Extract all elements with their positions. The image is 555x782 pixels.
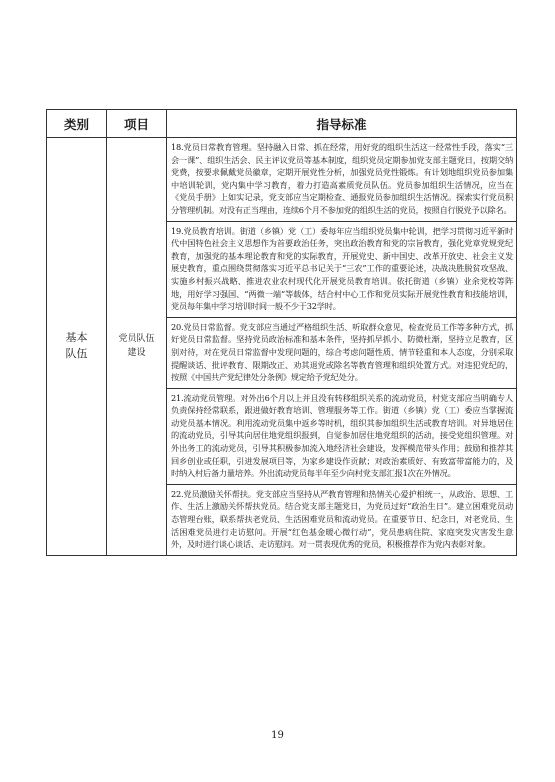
category-label: 基本 队伍 — [65, 331, 88, 361]
header-standard: 指导标准 — [167, 110, 517, 138]
standard-text: 18.党员日常教育管理。坚持融入日常、抓在经常，用好党的组织生活这一经常性手段，落实“三会一课”、组织生活会、民主评议党员等基本制度，组织党员定期参加党支部主题党日，按期交纳党费，按要求佩戴党员徽章，定期开展党性分析，加强党员党性锻炼。有计划地组织党员参加集中培训轮训，党内集中学习教育，着力打造高素质党员队伍。党员参加组织生活情况，应当在《党员手册》上如实记录，党支部应当定期检查、通报党员参加组织生活情况。探索实行党员积分管理机制。对没有正当理由，连续6个月不参加党的组织生活的党员，按照自行脱党予以除名。 — [171, 142, 513, 215]
guidance-table — [46, 109, 517, 556]
category-cell — [47, 138, 107, 556]
header-category: 类别 — [47, 110, 107, 138]
item-label: 党员队伍 建设 — [118, 334, 155, 359]
standard-text: 21.流动党员管理。对外出6个月以上并且没有转移组织关系的流动党员，村党支部应当明确专人负责保持经常联系，跟进做好教育培训、管理服务等工作。街道（乡镇）党（工）委应当掌握流动党员基本情况。利用流动党员集中返乡等时机，组织其参加组织生活或教育培训。对异地居住的流动党员，引导其向居住地党组织报到，自觉参加居住地党组织的活动，接受党组织管理。对外出务工的流动党员，引导其积极参加流入地经济社会建设，发挥模范带头作用；鼓励和推荐其回乡创业或任职，引进发展项目等，为家乡建设作贡献；对政治素质好、有致富带富能力的，及时纳入村后备力量培养。外出流动党员每半年至少向村党支部汇报1次在外情况。 — [171, 392, 513, 479]
table-row — [47, 138, 517, 222]
standard-text: 20.党员日常监督。党支部应当通过严格组织生活、听取群众意见，检查党员工作等多种方式，抓好党员日常监督。坚持党员政治标准和基本条件，坚持抓早抓小、防微杜渐，坚持立足教育，区别对待，对在党员日常监督中发现问题的，综合考虑问题性质、情节轻重和本人态度，分别采取提醒谈话、批评教育、限期改正、劝其退党或除名等教育管理和组织处置方式。对违犯党纪的，按照《中国共产党纪律处分条例》规定给予党纪处分。 — [171, 321, 513, 383]
header-item: 项目 — [107, 110, 167, 138]
standard-cell-18 — [167, 138, 517, 222]
standard-cell-20 — [167, 317, 517, 388]
item-cell — [107, 138, 167, 556]
standard-text: 19.党员教育培训。街道（乡镇）党（工）委每年应当组织党员集中轮训，把学习贯彻习近平新时代中国特色社会主义思想作为首要政治任务，突出政治教育和党的宗旨教育，强化党章党规党纪教育，加强党的基本理论教育和党的实际教育，开展党史、新中国史、改革开放史、社会主义发展史教育，重点围绕贯彻落实习近平总书记关于“三农”工作的重要论述，决战决胜脱贫攻坚战、实施乡村振兴战略、推进农业农村现代化开展党员教育培训。依托街道（乡镇）业余党校等阵地，用好学习强国、“两微一端”等载体，结合村中心工作和党员实际开展党性教育和技能培训，党员每年集中学习培训时间一般不少于32学时。 — [171, 225, 513, 312]
standard-cell-21 — [167, 388, 517, 484]
standard-cell-22 — [167, 484, 517, 555]
page-number: 19 — [271, 730, 284, 741]
table-header-row — [47, 110, 517, 138]
standard-text: 22.党员激励关怀帮扶。党支部应当坚持从严教育管理和热情关心爱护相统一，从政治、思想、工作、生活上激励关怀帮扶党员。结合党支部主题党日，为党员过好“政治生日”。建立困难党员动态管理台账，联系帮扶老党员、生活困难党员和流动党员。在重要节日、纪念日，对老党员、生活困难党员进行走访慰问。开展“红色基金暖心微行动”，党员患病住院、家庭突发灾害发生意外，及时进行谈心谈话、走访慰问。对一贯表现优秀的党员，积极推荐作为党内表彰对象。 — [171, 488, 513, 550]
standard-cell-19 — [167, 221, 517, 317]
